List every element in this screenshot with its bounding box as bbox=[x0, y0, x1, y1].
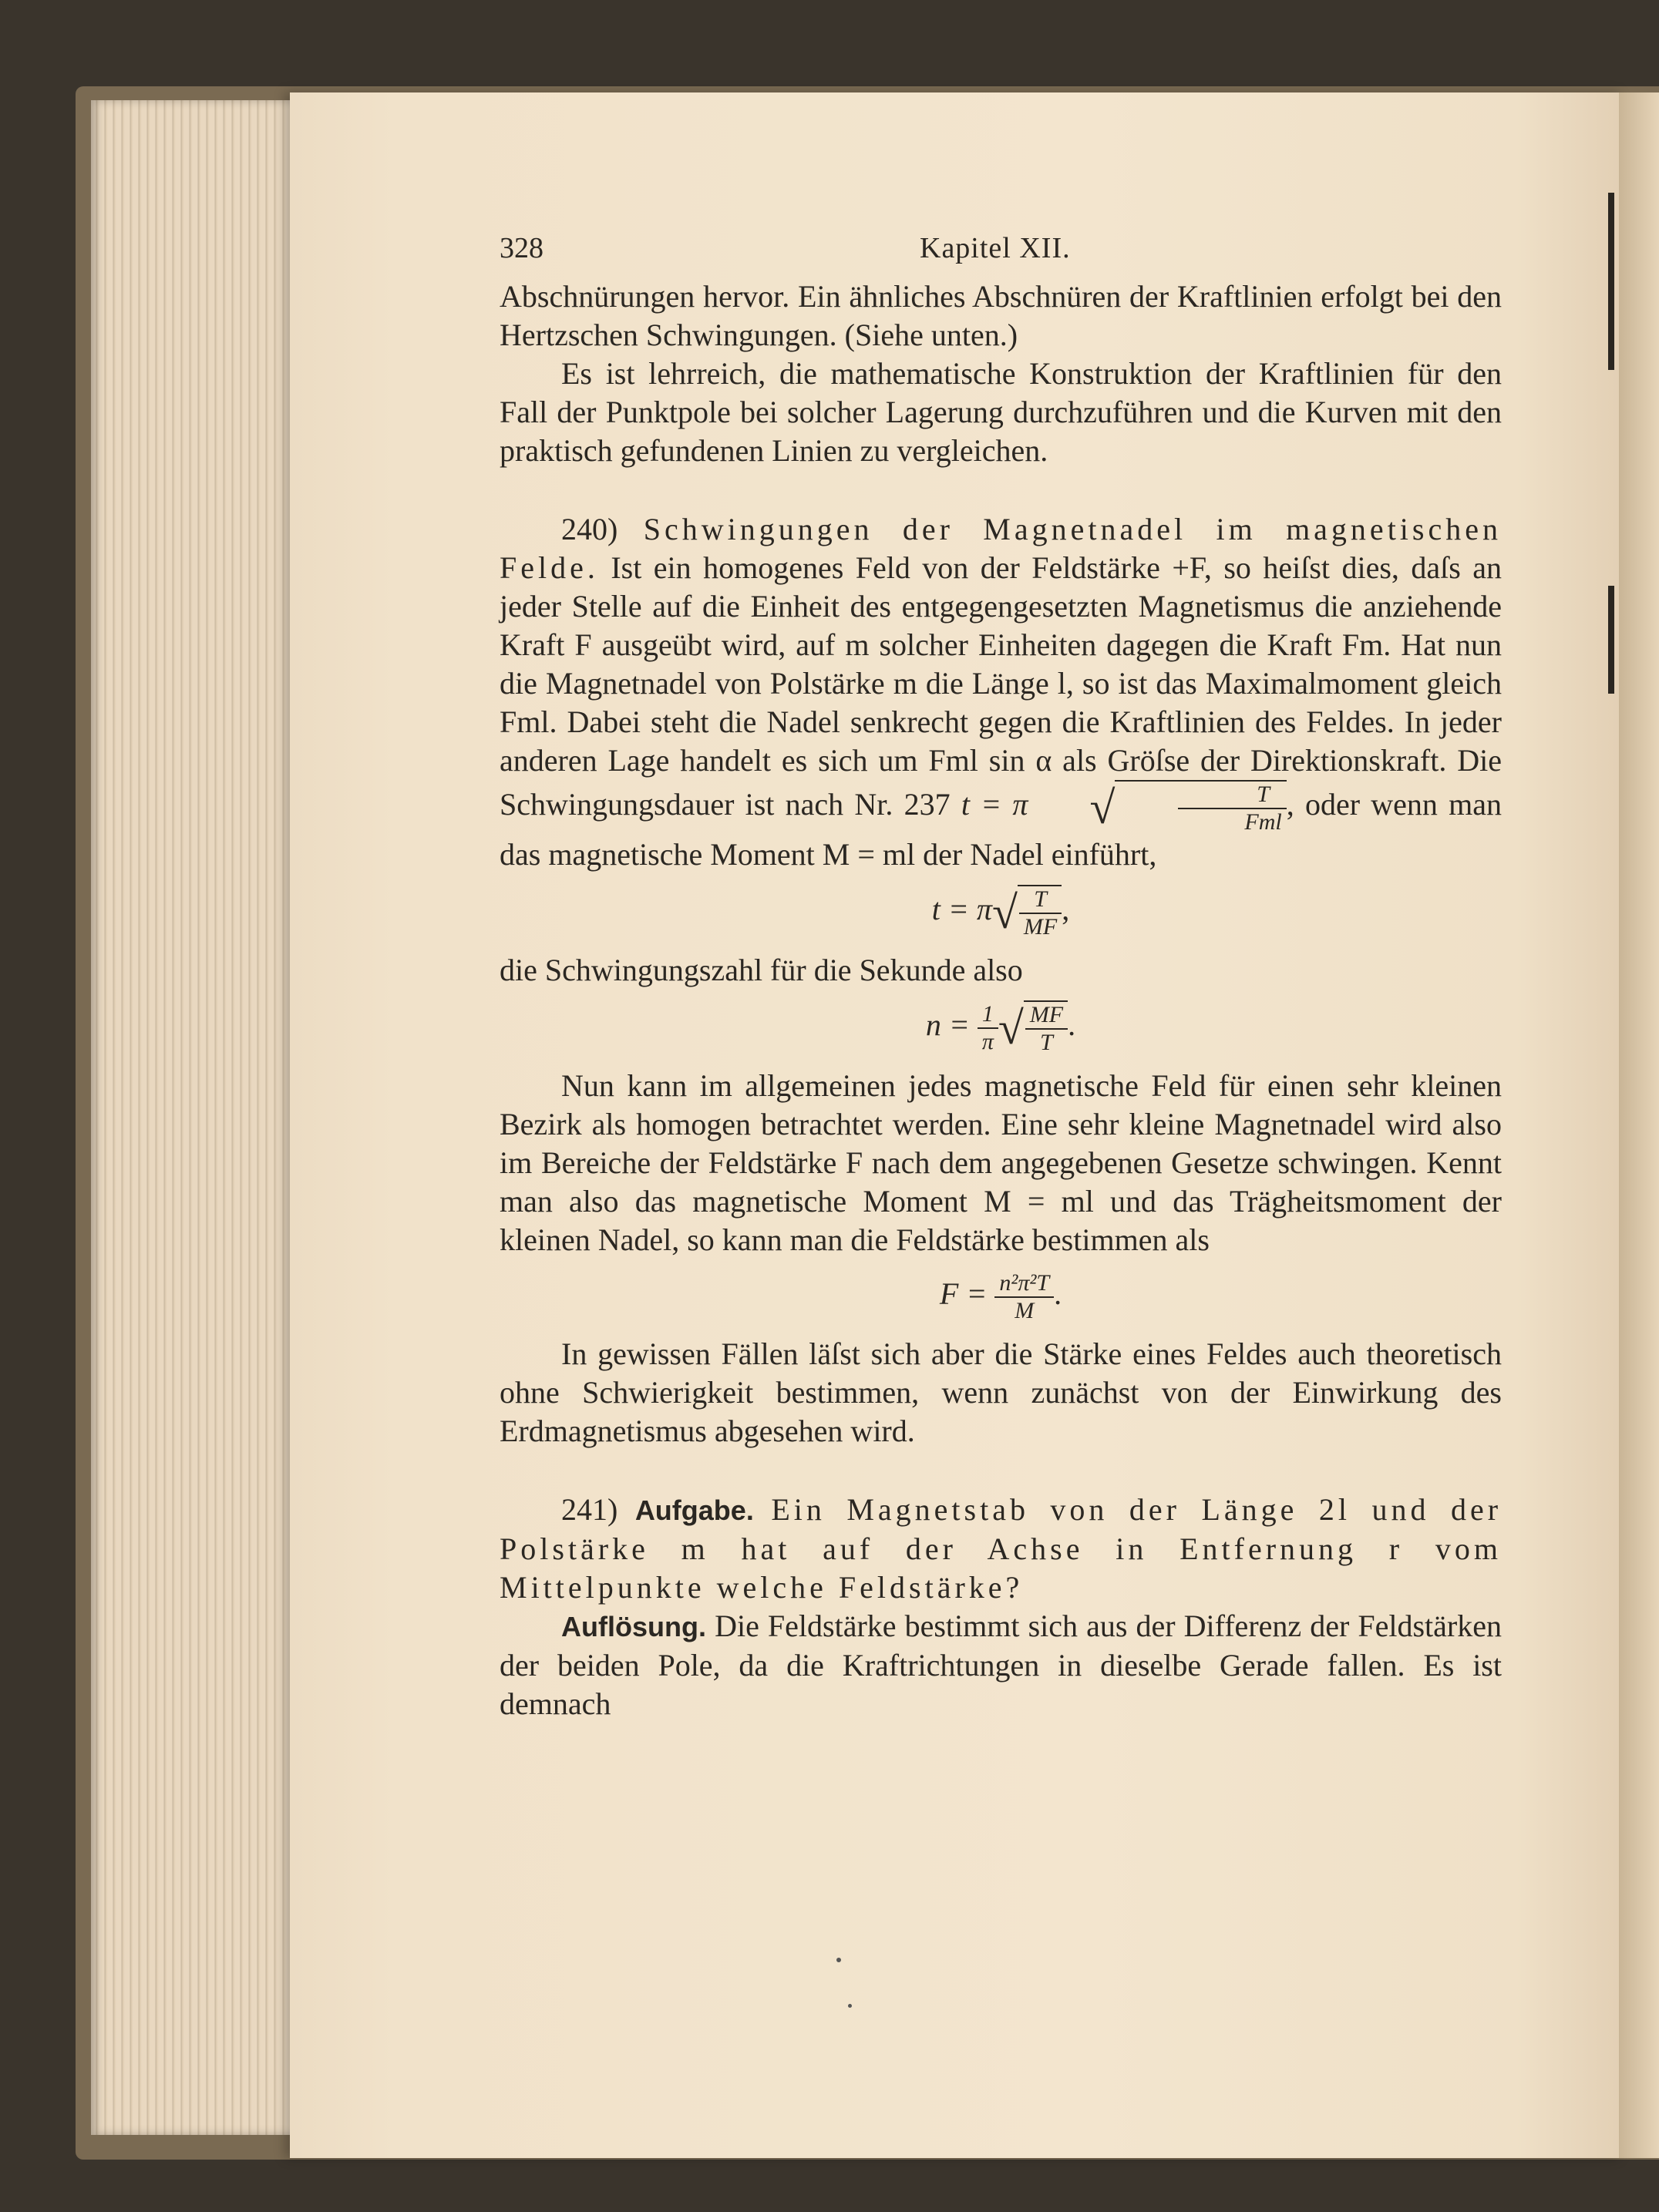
section-241 bbox=[500, 1491, 1502, 1607]
formula-tail: , bbox=[1062, 892, 1070, 927]
formula-1 bbox=[500, 885, 1502, 940]
paragraph-3: Nun kann im allgemeinen jedes magnetische Feld für einen sehr kleinen Bezirk als homogen betrachtet werden. Eine sehr kleine Magnetnadel wird also im Bereiche der Feldstärke F nach dem angegebenen Gesetze schwingen. Kennt man also das magnetische Moment M = ml und das Trägheitsmoment der kleinen Nadel, so kann man die Feldstärke bestimmen als bbox=[500, 1068, 1502, 1257]
fraction-numerator: 1 bbox=[978, 1001, 998, 1029]
fraction-numerator: T bbox=[1019, 886, 1062, 914]
sqrt-sign: √ bbox=[991, 887, 1018, 938]
fraction-denominator: T bbox=[1040, 1030, 1053, 1055]
formula-sqrt bbox=[1018, 885, 1062, 940]
solution-body: Die Feldstärke bestimmt sich aus der Differenz der Feldstärken der beiden Pole, da die Kraftrichtungen in dieselbe Gerade fallen. Es ist demnach bbox=[500, 1609, 1503, 1721]
section-body: Ist ein homogenes Feld von der Feldstärke +F, so heiſst dies, daſs an jeder Stelle auf die Einheit des entgegengesetzten Magnetismus die anziehende Kraft F ausgeübt wird, auf m solcher Einheiten dagegen die Kraft Fm. Hat nun die Magnetnadel von Polstärke m die Länge l, so ist das Maximalmoment gleich Fml. Dabei steht die Nadel senkrecht gegen die Kraftlinien des Feldes. In jeder anderen Lage handelt es sich um Fml sin α als Gröſse der Direktionskraft. Die Schwingungsdauer ist nach Nr. 237 bbox=[500, 550, 1503, 822]
binding-shadow bbox=[1608, 193, 1614, 370]
formula-lhs: t = π bbox=[931, 892, 992, 927]
fraction-numerator: n²π²T bbox=[994, 1270, 1054, 1298]
fraction-denominator: MF bbox=[1023, 914, 1058, 940]
fraction-numerator: MF bbox=[1025, 1002, 1068, 1030]
running-head: Kapitel XII. bbox=[920, 232, 1071, 264]
section-title: Schwingungen der Magnetnadel im magnetischen Felde. bbox=[500, 512, 1502, 585]
sqrt-sign: √ bbox=[998, 1003, 1024, 1054]
inline-sqrt bbox=[1115, 780, 1286, 835]
section-240 bbox=[500, 510, 1502, 874]
solution bbox=[500, 1607, 1502, 1723]
page-header bbox=[500, 231, 1502, 277]
paragraph-4: In gewissen Fällen läſst sich aber die Stärke eines Feldes auch theoretisch ohne Schwierigkeit bestimmen, wenn zunächst von der Einwirkung des Erdmagnetismus abgesehen wird. bbox=[500, 1336, 1502, 1448]
formula-3 bbox=[500, 1270, 1502, 1324]
section-number: 241) bbox=[561, 1492, 618, 1527]
formula-lhs: n = bbox=[925, 1007, 970, 1043]
formula-sqrt bbox=[1024, 1000, 1068, 1056]
inline-fraction bbox=[1178, 782, 1286, 835]
formula-tail: . bbox=[1054, 1276, 1062, 1312]
ink-speck bbox=[836, 1958, 841, 1962]
section-number: 240) bbox=[561, 512, 618, 546]
fraction-denominator: M bbox=[1015, 1298, 1035, 1323]
paragraph-2: Es ist lehrreich, die mathematische Konstruktion der Kraftlinien für den Fall der Punktpole bei solcher Lagerung durchzuführen und die Kurven mit den praktisch gefundenen Linien zu vergleichen. bbox=[500, 356, 1502, 468]
formula-coefficient bbox=[978, 1001, 998, 1055]
task-label: Aufgabe. bbox=[634, 1494, 754, 1526]
fraction-denominator: π bbox=[981, 1029, 994, 1054]
formula-fraction bbox=[1019, 886, 1062, 940]
formula-tail: . bbox=[1068, 1007, 1076, 1043]
formula-fraction bbox=[994, 1270, 1054, 1324]
paragraph-schwingungszahl: die Schwingungszahl für die Sekunde also bbox=[500, 953, 1023, 987]
section-continuation: , oder wenn man das magnetische Moment M = ml der Nadel einführt, bbox=[500, 787, 1502, 872]
fraction-denominator: Fml bbox=[1244, 809, 1282, 835]
page-number: 328 bbox=[500, 232, 543, 264]
page-edges bbox=[91, 100, 301, 2135]
formula-2 bbox=[500, 1000, 1502, 1056]
binding-shadow-lower bbox=[1608, 586, 1614, 694]
facing-page-edge bbox=[1619, 92, 1659, 2158]
solution-label: Auflösung. bbox=[561, 1611, 706, 1642]
formula-fraction bbox=[1025, 1002, 1068, 1056]
paragraph-1: Abschnürungen hervor. Ein ähnliches Abschnüren der Kraftlinien erfolgt bei den Hertzschen Schwingungen. (Siehe unten.) bbox=[500, 279, 1502, 352]
fraction-numerator: T bbox=[1178, 782, 1286, 809]
task-body: Ein Magnetstab von der Länge 2l und der Polstärke m hat auf der Achse in Entfernung r vom Mittelpunkte welche Feldstärke? bbox=[500, 1492, 1503, 1605]
sqrt-sign: √ bbox=[1089, 782, 1116, 833]
ink-speck bbox=[848, 2004, 852, 2008]
formula-lhs: F = bbox=[939, 1276, 988, 1312]
inline-formula-lhs: t = π bbox=[961, 787, 1028, 822]
text-block bbox=[500, 231, 1502, 1723]
